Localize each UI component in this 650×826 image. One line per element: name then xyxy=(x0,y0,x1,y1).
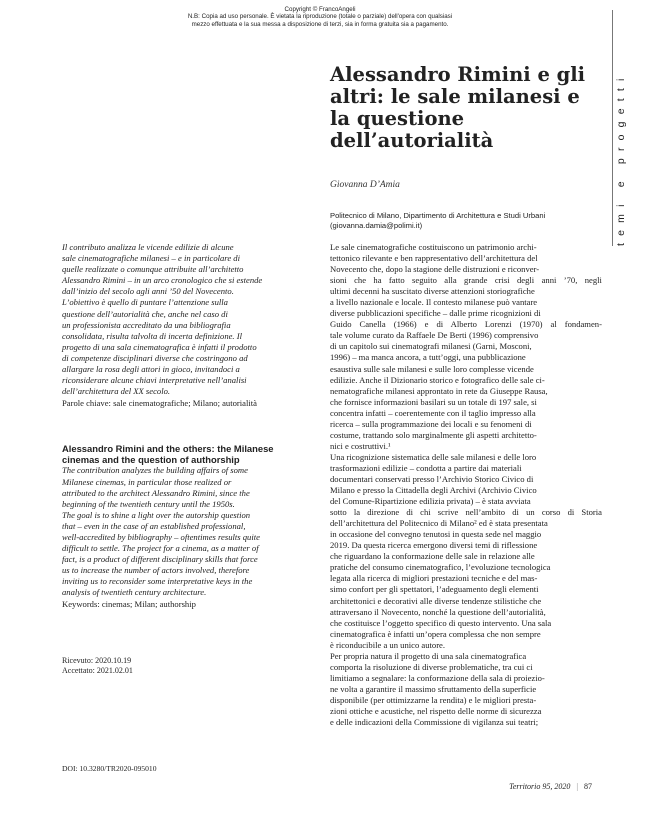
section-label: temi e progetti xyxy=(615,71,627,246)
section-sidebar xyxy=(612,10,635,246)
copyright-line: N.B: Copia ad uso personale. È vietata la riproduzione (totale o parziale) dell'opera con qualsiasi xyxy=(187,13,453,21)
paragraph-2 xyxy=(330,452,602,651)
text-line: 1996) – ma manca ancora, a tutt’oggi, una pubblicazione xyxy=(330,352,526,363)
text-line: concentra infatti – coerentemente con il taglio impresso alla xyxy=(330,407,536,418)
received-date: Ricevuto: 2020.10.19 xyxy=(62,656,132,665)
text-line: cinematografica è infatti un’opera complessa che non sempre xyxy=(330,628,541,639)
text-line: tale volume curato da Raffaele De Berti (1996) comprensivo xyxy=(330,330,539,341)
page-footer xyxy=(509,782,592,791)
text-line: limitiamo a segnalare: la conformazione della sala di proiezio- xyxy=(330,672,545,683)
abstract-english-body: The contribution analyzes the building affairs of some Milanese cinemas, in particular those realized or attributed to the architect Alessandro Rimini, since the beginning of the twentieth century until the 1950s. The goal is to shine a light over the autorship question that – even in the case of an established professional, well-accredited by bibliography – oftentimes results quite difficult to settle. The project for a cinema, as a matter of fact, is a product of different disciplinary skills that force us to increase the number of actors involved, therefore inviting us to reconsider some interpretative keys in the analysis of twentieth century architecture. xyxy=(62,465,260,598)
text-line: disponibile (per ottimizzarne la rendita) e le migliori presta- xyxy=(330,694,537,705)
text-line: nematografiche milanesi approntato in rete da Giuseppe Rausa, xyxy=(330,385,548,396)
abstract-italian xyxy=(62,242,322,409)
affiliation-line: Politecnico di Milano, Dipartimento di Architettura e Studi Urbani xyxy=(330,211,546,220)
page-number: 87 xyxy=(584,782,592,791)
text-line: Milano e presso la Cittadella degli Archivi (Archivio Civico xyxy=(330,485,537,496)
submission-dates xyxy=(62,656,133,675)
journal-citation: Territorio 95, 2020 xyxy=(509,782,571,791)
copyright-notice xyxy=(140,6,500,28)
keywords-italian: Parole chiave: sale cinematografiche; Milano; autorialità xyxy=(62,398,257,409)
abstract-italian-body: Il contributo analizza le vicende edilizie di alcune sale cinematografiche milanesi – e in particolare di quelle realizzate o comunque attribuite all’architetto Alessandro Rimini – in un arco cronologico che si estende dall’inizio del secolo agli anni ’50 del Novecento. L’obiettivo è quello di puntare l’attenzione sulla questione dell’autorialità che, anche nel caso di un professionista accreditato da una bibliografia consolidata, risulta talvolta di incerta definizione. Il progetto di una sala cinematografica è infatti il prodotto di competenze disciplinari diverse che costringono ad allargare la rosa degli attori in gioco, invitandoci a riconsiderare alcune chiavi interpretative nell’analisi dell’architettura del XX secolo. xyxy=(62,242,263,397)
text-line: 2019. Da questa ricerca emergono diversi temi di riflessione xyxy=(330,540,538,551)
text-line: Una ricognizione sistematica delle sale milanesi e delle loro xyxy=(330,451,537,462)
text-line: documentari conservati presso l’Archivio Storico Civico di xyxy=(330,473,534,484)
keywords-english: Keywords: cinemas; Milan; authorship xyxy=(62,598,196,609)
text-line: sioni che ha fatto seguito alla grande crisi degli anni ’70, negli xyxy=(330,275,602,286)
paragraph-1 xyxy=(330,242,602,452)
text-line: nici e costruttivi.¹ xyxy=(330,440,391,451)
text-line: ne volta a garantire il massimo sfruttamento della superficie xyxy=(330,683,537,694)
text-line: diverse pubblicazioni specifiche – dalle prime ricognizioni di xyxy=(330,308,541,319)
text-line: Le sale cinematografiche costituiscono un patrimonio archi- xyxy=(330,242,537,252)
text-line: in occasione del convegno tenutosi in questa sede nel maggio xyxy=(330,529,542,540)
text-line: architettonici e decorativi alle diverse tendenze stilistiche che xyxy=(330,595,542,606)
text-line: che fornisce informazioni basilari su un totale di 197 sale, si xyxy=(330,396,537,407)
text-line: attraversano il Novecento, nonché la questione dell’autorialità, xyxy=(330,606,546,617)
text-line: Per propria natura il progetto di una sala cinematografica xyxy=(330,650,527,661)
doi: DOI: 10.3280/TR2020-095010 xyxy=(62,764,157,773)
paragraph-3 xyxy=(330,651,602,728)
text-line: Guido Canella (1966) e di Alberto Lorenzi (1970) al fondamen- xyxy=(330,319,602,330)
text-line: pratiche del consumo cinematografico, l’evoluzione tecnologica xyxy=(330,562,551,573)
text-line: del Comune-Ripartizione edilizia privata) – è stata avviata xyxy=(330,496,531,507)
text-line: zioni ottiche e acustiche, nel rispetto delle norme di sicurezza xyxy=(330,705,542,716)
text-line: legata alla ricerca di migliori prestazioni tecniche e del mas- xyxy=(330,573,538,584)
copyright-line: mezzo effettuata e la sua messa a disposizione di terzi, sia in forma gratuita sia a pagamento. xyxy=(191,20,449,28)
text-line: ultimi decenni ha suscitato diverse attenzioni storiografiche xyxy=(330,286,535,297)
text-line: trasformazioni edilizie – condotta a partire dai materiali xyxy=(330,462,522,473)
text-line: costume, trattando solo marginalmente gli aspetti architetto- xyxy=(330,429,537,440)
main-text xyxy=(330,242,602,728)
author-affiliation xyxy=(330,211,600,231)
text-line: sotto la direzione di chi scrive nell’ambito di un corso di Storia xyxy=(330,507,602,518)
footer-divider: | xyxy=(576,782,578,791)
text-line: dell’architettura del Politecnico di Milano² ed è stata presentata xyxy=(330,518,548,529)
text-line: comporta la risoluzione di diverse problematiche, tra cui ci xyxy=(330,661,533,672)
copyright-line: Copyright © FrancoAngeli xyxy=(284,6,356,13)
text-line: esaustiva sulle sale milanesi e sulle loro complesse vicende xyxy=(330,363,534,374)
text-line: a livello nazionale e locale. Il contesto milanese può vantare xyxy=(330,297,538,308)
text-line: tettonico rilevante e ben rappresentativo dell’architettura del xyxy=(330,253,538,264)
text-line: simo confort per gli spettatori, l’adeguamento degli elementi xyxy=(330,584,539,595)
text-line: di un capitolo sui cinematografi milanesi (Garni, Mosconi, xyxy=(330,341,532,352)
article-author: Giovanna D’Amia xyxy=(330,180,400,190)
text-line: che costituisce l’oggetto specifico di questo intervento. Una sala xyxy=(330,617,552,628)
accepted-date: Accettato: 2021.02.01 xyxy=(62,665,133,675)
text-line: ricerca – sulla programmazione dei locali e su fenomeni di xyxy=(330,418,532,429)
text-line: che riguardano la conformazione delle sale in relazione alle xyxy=(330,551,535,562)
abstract-english-heading: Alessandro Rimini and the others: the Milanese cinemas and the question of authorship xyxy=(62,443,274,466)
abstract-english xyxy=(62,443,324,610)
text-line: edilizie. Anche il Dizionario storico e fotografico delle sale ci- xyxy=(330,374,545,385)
affiliation-email: (giovanna.damia@polimi.it) xyxy=(330,221,423,230)
text-line: è riconducibile a un unico autore. xyxy=(330,639,446,650)
text-line: Novecento che, dopo la stagione delle distruzioni e riconver- xyxy=(330,264,540,275)
text-line: e delle indicazioni della Commissione di vigilanza sui teatri; xyxy=(330,717,539,728)
article-title: Alessandro Rimini e gli altri: le sale milanesi e la questione dell’autorialità xyxy=(330,63,586,152)
